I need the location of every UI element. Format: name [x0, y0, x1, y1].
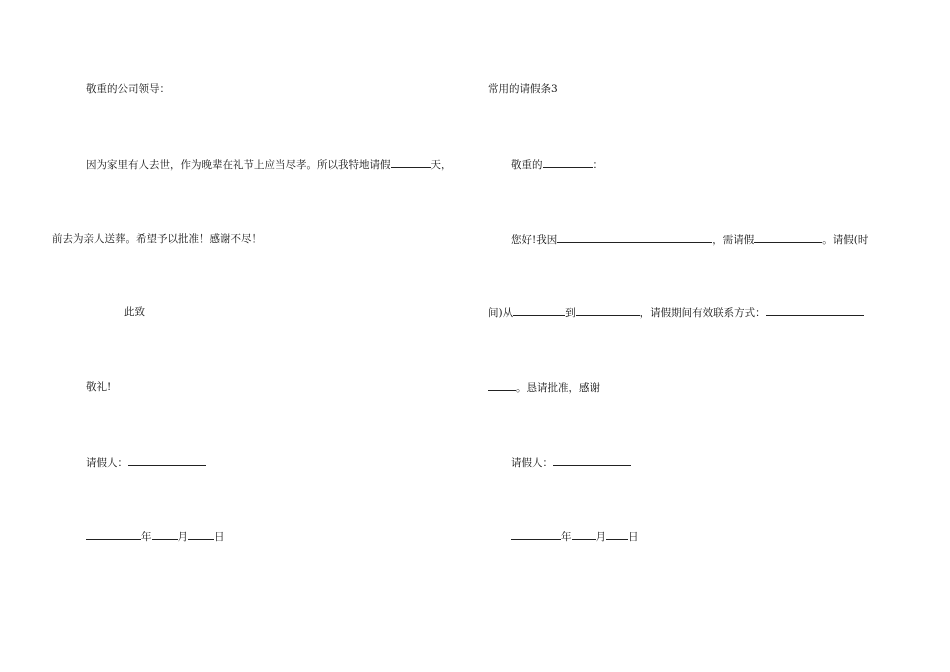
- salutation-line: [511, 157, 603, 172]
- body-line-1: [511, 232, 868, 247]
- requester-label: 请假人：: [511, 457, 553, 469]
- year-label: 年: [141, 531, 152, 543]
- requester-label: 请假人：: [86, 457, 128, 469]
- reason-line-2: 前去为亲人送葬。希望予以批准！感谢不尽！: [52, 233, 262, 245]
- contact-blank: [766, 305, 864, 316]
- day-label: 日: [214, 531, 225, 543]
- closing-jingli: 敬礼!: [86, 381, 112, 393]
- body-greeting: 您好!我因: [511, 234, 558, 246]
- salutation-text: 敬重的: [511, 159, 543, 171]
- month-label: 月: [595, 531, 606, 543]
- reason-text: 因为家里有人去世，作为晚辈在礼节上应当尽孝。所以我特地请假: [86, 159, 391, 171]
- month-label: 月: [177, 531, 188, 543]
- year-label: 年: [561, 531, 572, 543]
- requester-line: [86, 455, 206, 470]
- body-line-2: [488, 305, 864, 320]
- reason-blank: [557, 232, 712, 243]
- closing-cizhi: 此致: [124, 306, 145, 318]
- body-request: 。恳请批准，感谢: [516, 382, 600, 394]
- right-leave-note: [475, 0, 950, 672]
- requester-line: [511, 455, 631, 470]
- year-blank: [511, 529, 561, 540]
- requester-blank: [553, 455, 631, 466]
- body-from: 间)从: [488, 307, 514, 319]
- to-date-blank: [576, 305, 640, 316]
- month-blank: [152, 529, 178, 540]
- days-blank: [391, 157, 431, 168]
- month-blank: [572, 529, 596, 540]
- from-date-blank: [513, 305, 565, 316]
- requester-blank: [128, 455, 206, 466]
- duration-blank: [754, 232, 822, 243]
- date-line: [86, 529, 225, 544]
- body-contact-label: ，请假期间有效联系方式：: [639, 307, 766, 319]
- recipient-blank: [543, 157, 593, 168]
- section-title: 常用的请假条3: [488, 83, 558, 95]
- day-label: 日: [628, 531, 639, 543]
- body-leave-time: 。请假(时: [822, 234, 869, 246]
- body-need-leave: ，需请假: [712, 234, 755, 246]
- body-line-3: [488, 380, 600, 395]
- day-blank: [606, 529, 628, 540]
- days-unit: 天，: [430, 159, 452, 171]
- day-blank: [188, 529, 214, 540]
- contact-blank-cont: [488, 380, 516, 391]
- salutation-colon: ：: [592, 159, 603, 171]
- salutation: 敬重的公司领导：: [86, 83, 170, 95]
- year-blank: [86, 529, 141, 540]
- reason-line-1: [86, 157, 452, 172]
- body-to: 到: [565, 307, 576, 319]
- date-line: [511, 529, 639, 544]
